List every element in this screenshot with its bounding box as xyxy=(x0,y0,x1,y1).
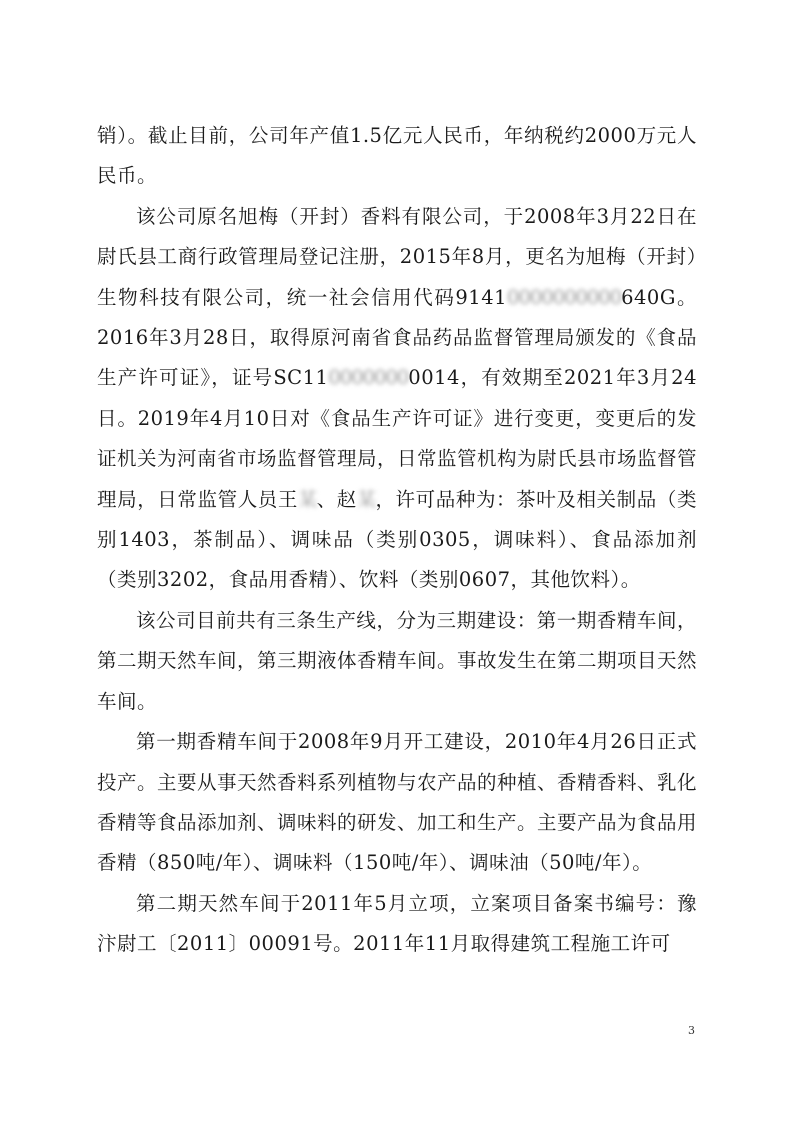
paragraph xyxy=(97,601,697,722)
paragraph-text: 该公司目前共有三条生产线，分为三期建设：第一期香精车间，第二期天然车间，第三期液体香精车间。事故发生在第二期项目天然车间。 xyxy=(97,608,698,713)
paragraph-text: 第一期香精车间于2008年9月开工建设，2010年4月26日正式投产。主要从事天然香料系列植物与农产品的种植、香精香料、乳化香精等食品添加剂、调味料的研发、加工和生产。主要产品为食品用香精（850吨/年）、调味料（150吨/年）、调味油（50吨/年）。 xyxy=(97,730,698,875)
page-number: 3 xyxy=(688,1024,695,1037)
paragraph xyxy=(97,116,697,197)
redacted-text: 0000000 xyxy=(328,366,409,390)
document-body xyxy=(97,116,697,965)
paragraph-text: 该公司原名旭梅（开封）香料有限公司，于2008年3月22日在尉氏县工商行政管理局登记注册，2015年8月，更名为旭梅（开封）生物科技有限公司，统一社会信用代码9141 xyxy=(97,204,697,309)
paragraph-text: 第二期天然车间于2011年5月立项，立案项目备案书编号：豫汴尉工〔2011〕00091号。2011年11月取得建筑工程施工许可 xyxy=(97,891,697,956)
paragraph-text: 0014，有效期至2021年3月24日。2019年4月10日对《食品生产许可证》进行变更，变更后的发证机关为河南省市场监督管理局，日常监管机构为尉氏县市场监督管理局，日常监管人员王 xyxy=(97,366,698,511)
paragraph-text: ，许可品种为：茶叶及相关制品（类别1403，茶制品）、调味品（类别0305，调味料）、食品添加剂（类别3202，食品用香精）、饮料（类别0607，其他饮料）。 xyxy=(97,487,697,592)
redacted-text: 某 xyxy=(356,487,376,511)
paragraph-text: 销）。截止目前，公司年产值1.5亿元人民币，年纳税约2000万元人民币。 xyxy=(97,124,697,188)
paragraph-text: 、赵 xyxy=(316,487,357,511)
redacted-text: 某 xyxy=(298,487,317,511)
redacted-text: 0000000000 xyxy=(507,285,622,309)
paragraph xyxy=(97,197,697,601)
paragraph-text: 640G。2016年3月28日，取得原河南省食品药品监督管理局颁发的《食品生产许可证》，证号SC11 xyxy=(97,285,697,390)
paragraph xyxy=(97,722,697,884)
paragraph xyxy=(97,884,697,965)
